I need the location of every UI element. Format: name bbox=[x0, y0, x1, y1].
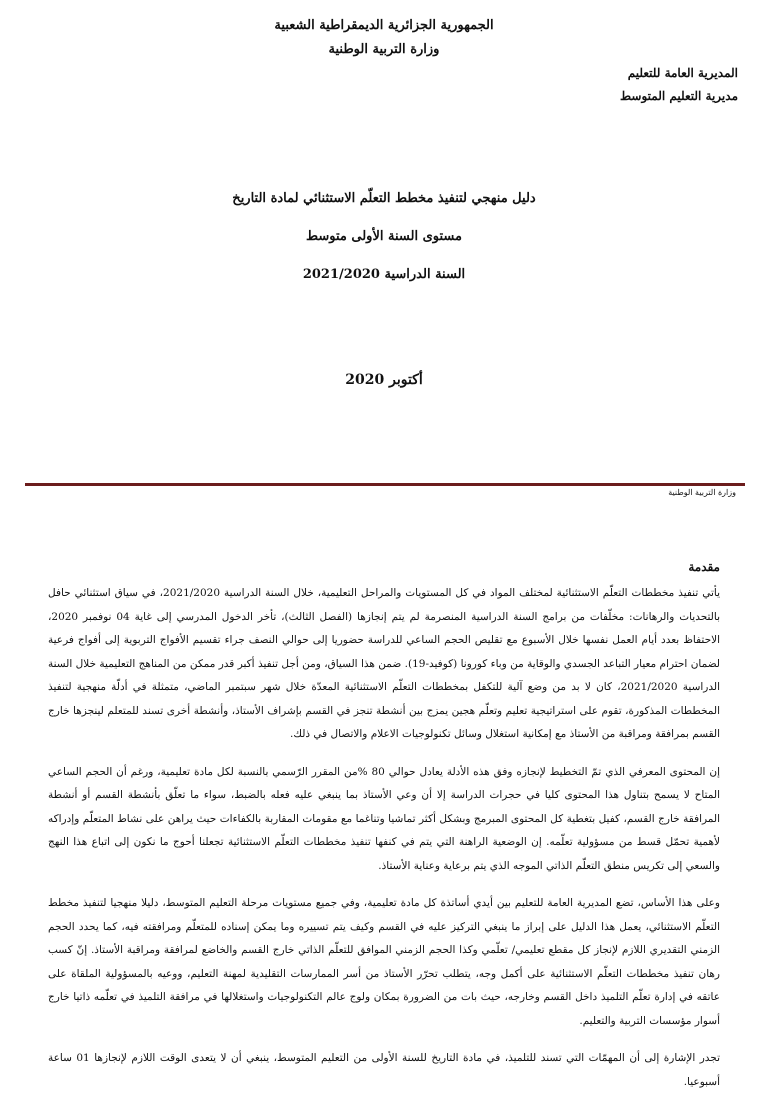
school-year: السنة الدراسية 2021/2020 bbox=[302, 267, 466, 282]
document-date: أكتوبر 2020 bbox=[345, 372, 423, 388]
introduction-paragraph: وعلى هذا الأساس، تضع المديرية العامة للتعليم بين أيدي أساتذة كل مادة تعليمية، وفي جميع مستويات مرحلة التعليم المتوسط، دليلا منهجيا لتنفيذ مخطط التعلّم الاستثنائي، يعمل هذا الدليل على إبراز ما ينبغي التركيز عليه في القسم وكيف يتم تسييره وما يمكن إسناده للمتعلّم ومرافقته فيه، كما يحدد الحجم الزمني التقديري اللازم لإنجاز كل مقطع تعليمي/ تعلّمي وكذا الحجم الزمني الموافق للتعلّم الذاتي خارج القسم والخاضع لمرافقة ومراقبة الأستاذ. إنّ كسب رهان تنفيذ مخططات التعلّم الاستثنائية على أكمل وجه، يتطلب تحرّر الأستاذ من أسر الممارسات التقليدية لمهنة التعليم، ووعيه بالمسؤولية الملقاة على عاتقه في إدارة تعلّم التلميذ داخل القسم وخارجه، حيث بات من الضرورة بمكان ولوج عالم التكنولوجيات واستغلالها في مرافقة التلميذ في تعلّمه ذاتيا خارج أسوار مؤسسات التربية والتعليم. bbox=[48, 897, 720, 1027]
introduction-paragraph: تجدر الإشارة إلى أن المهمّات التي تسند للتلميذ، في مادة التاريخ للسنة الأولى من التعليم المتوسط، ينبغي أن لا يتعدى الوقت اللازم لإنجازها 01 ساعة أسبوعيا. bbox=[48, 1052, 720, 1088]
republic-name: الجمهورية الجزائرية الديمقراطية الشعبية bbox=[274, 18, 494, 33]
document-title-block bbox=[0, 180, 768, 294]
official-header bbox=[0, 14, 768, 62]
page-divider bbox=[25, 483, 745, 486]
directorate-general: المديرية العامة للتعليم bbox=[627, 66, 738, 80]
introduction-heading: مقدمة bbox=[688, 560, 720, 574]
ministry-footer-mark: وزارة التربية الوطنية bbox=[668, 488, 736, 497]
document-title: دليل منهجي لتنفيذ مخطط التعلّم الاستثنائي لمادة التاريخ bbox=[232, 191, 536, 206]
document-level: مستوى السنة الأولى متوسط bbox=[306, 229, 462, 244]
introduction-paragraph: إن المحتوى المعرفي الذي تمّ التخطيط لإنجازه وفق هذه الأدلة يعادل حوالي 80 %من المقرر الرّسمي بالنسبة لكل مادة تعليمية، ورغم أن الحجم الساعي المتاح لا يسمح بتناول هذا المحتوى كليا في حجرات الدراسة إلا أن وعي الأستاذ بما ينبغي عليه فعله بالضبط، سواء ما تعلّق بأنشطة القسم أو أنشطة المرافقة خارج القسم، كفيل بتغطية كل المحتوى المبرمج وبشكل أكثر تماشيا وتناغما مع مقومات المقاربة بالكفاءات حيث يراهن على نشاط المتعلّم وإدراكه لأهمية تحمّل قسط من مسؤولية تعلّمه. إن الوضعية الراهنة التي يتم في كنفها تنفيذ مخططات التعلّم الاستثنائية تجعلنا أحوج ما نكون إلى اتباع هذا النهج والسعي إلى تكريس منطق التعلّم الذاتي الموجه الذي يتم برعاية وعناية الأستاذ. bbox=[48, 765, 720, 872]
ministry-name: وزارة التربية الوطنية bbox=[328, 42, 440, 57]
introduction-paragraph: يأتي تنفيذ مخططات التعلّم الاستثنائية لمختلف المواد في كل المستويات والمراحل التعليمية، خلال السنة الدراسية 2021/2020، في سياق استثنائي حافل بالتحديات والرهانات: مخلّفات من برامج السنة الدراسية المنصرمة لم يتم إنجازها (الفصل الثالث)، تأخر الدخول المدرسي إلى غاية 04 نوفمبر 2020، الاحتفاظ بعدد أيام العمل نفسها خلال الأسبوع مع تقليص الحجم الساعي للدراسة حضوريا إلى حوالي النصف جراء تقسيم الأفواج التربوية إلى أفواج فرعية لضمان احترام معيار التباعد الجسدي والوقاية من وباء كورونا (كوفيد-19). ضمن هذا السياق، ومن أجل تنفيذ أكبر قدر ممكن من المناهج التعليمية خلال السنة الدراسية 2021/2020، كان لا بد من وضع آلية للتكفل بمخططات التعلّم الاستثنائية المعدّة خلال شهر سبتمبر الماضي، متمثلة في أدلّة منهجية لتنفيذ المخططات المذكورة، تقوم على استراتيجية تعليم وتعلّم هجين يمزج بين أنشطة تنجز في القسم بإشراف الأستاذ، وأنشطة أخرى تسند للمتعلم لينجزها خارج القسم بمرافقة ومراقبة من الأستاذ مع إمكانية استغلال وسائل تكنولوجيات الاعلام والاتصال في ذلك. bbox=[48, 587, 721, 740]
directorates-block bbox=[620, 62, 738, 108]
introduction-section bbox=[48, 560, 720, 1094]
directorate-middle: مديرية التعليم المتوسط bbox=[620, 89, 738, 103]
